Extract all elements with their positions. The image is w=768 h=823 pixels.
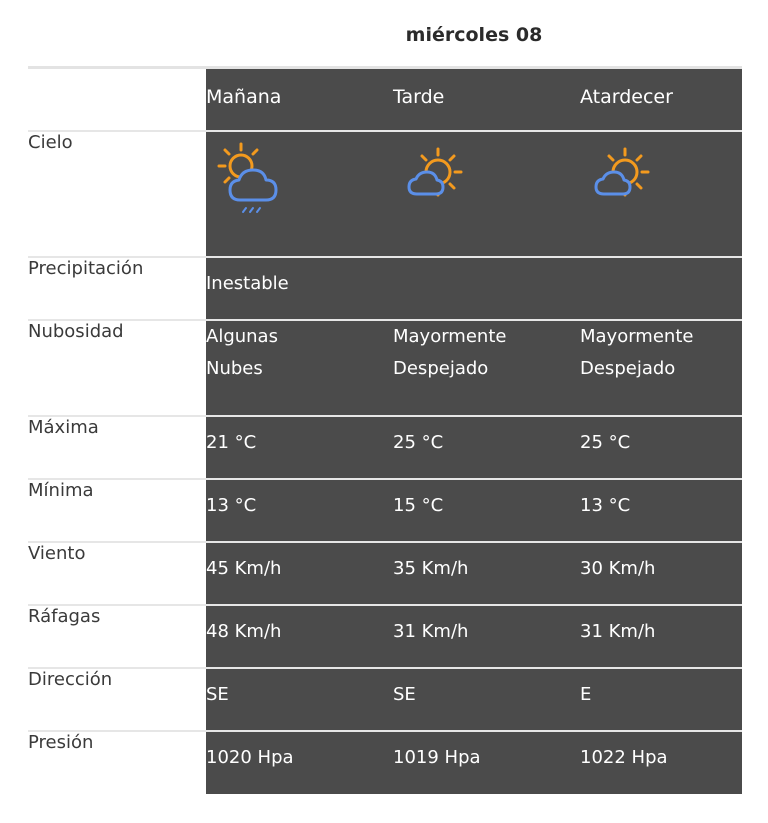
precipitation-row <box>28 257 742 320</box>
cloudiness-value-morning <box>206 320 393 416</box>
cloudiness-value-afternoon <box>393 320 580 416</box>
cloudiness-line2: Nubes <box>206 358 263 379</box>
max-temp-row <box>28 416 742 479</box>
cloudiness-line1: Mayormente <box>393 326 507 347</box>
sun-cloud-rain-icon <box>206 132 296 222</box>
direction-afternoon: SE <box>393 668 580 731</box>
wind-evening: 30 Km/h <box>580 542 742 605</box>
header-corner <box>28 69 206 131</box>
row-label-gusts: Ráfagas <box>28 605 206 668</box>
sun-small-cloud-icon <box>393 132 483 222</box>
gusts-morning: 48 Km/h <box>206 605 393 668</box>
header-row <box>28 69 742 131</box>
max-temp-morning: 21 °C <box>206 416 393 479</box>
gusts-afternoon: 31 Km/h <box>393 605 580 668</box>
sky-cell-afternoon <box>393 131 580 257</box>
wind-row <box>28 542 742 605</box>
row-label-min-temp: Mínima <box>28 479 206 542</box>
pressure-row <box>28 731 742 794</box>
row-label-pressure: Presión <box>28 731 206 794</box>
min-temp-row <box>28 479 742 542</box>
period-header-afternoon: Tarde <box>393 69 580 131</box>
cloudiness-line2: Despejado <box>580 358 676 379</box>
cloudiness-line1: Mayormente <box>580 326 694 347</box>
sun-small-cloud-icon <box>580 132 670 222</box>
max-temp-evening: 25 °C <box>580 416 742 479</box>
direction-row <box>28 668 742 731</box>
wind-afternoon: 35 Km/h <box>393 542 580 605</box>
forecast-table <box>28 69 742 794</box>
row-label-direction: Dirección <box>28 668 206 731</box>
period-header-evening: Atardecer <box>580 69 742 131</box>
sky-row <box>28 131 742 257</box>
row-label-max-temp: Máxima <box>28 416 206 479</box>
row-label-sky: Cielo <box>28 131 206 257</box>
sky-cell-evening <box>580 131 742 257</box>
min-temp-morning: 13 °C <box>206 479 393 542</box>
precipitation-value-morning: Inestable <box>206 257 393 320</box>
precipitation-value-evening <box>580 257 742 320</box>
row-label-cloudiness: Nubosidad <box>28 320 206 416</box>
cloudiness-line1: Algunas <box>206 326 278 347</box>
direction-evening: E <box>580 668 742 731</box>
direction-morning: SE <box>206 668 393 731</box>
min-temp-afternoon: 15 °C <box>393 479 580 542</box>
row-label-precipitation: Precipitación <box>28 257 206 320</box>
day-title: miércoles 08 <box>405 24 543 46</box>
max-temp-afternoon: 25 °C <box>393 416 580 479</box>
min-temp-evening: 13 °C <box>580 479 742 542</box>
row-label-wind: Viento <box>28 542 206 605</box>
wind-morning: 45 Km/h <box>206 542 393 605</box>
gusts-row <box>28 605 742 668</box>
period-header-morning: Mañana <box>206 69 393 131</box>
cloudiness-row <box>28 320 742 416</box>
cloudiness-value-evening <box>580 320 742 416</box>
pressure-morning: 1020 Hpa <box>206 731 393 794</box>
pressure-afternoon: 1019 Hpa <box>393 731 580 794</box>
gusts-evening: 31 Km/h <box>580 605 742 668</box>
precipitation-value-afternoon <box>393 257 580 320</box>
pressure-evening: 1022 Hpa <box>580 731 742 794</box>
cloudiness-line2: Despejado <box>393 358 489 379</box>
sky-cell-morning <box>206 131 393 257</box>
